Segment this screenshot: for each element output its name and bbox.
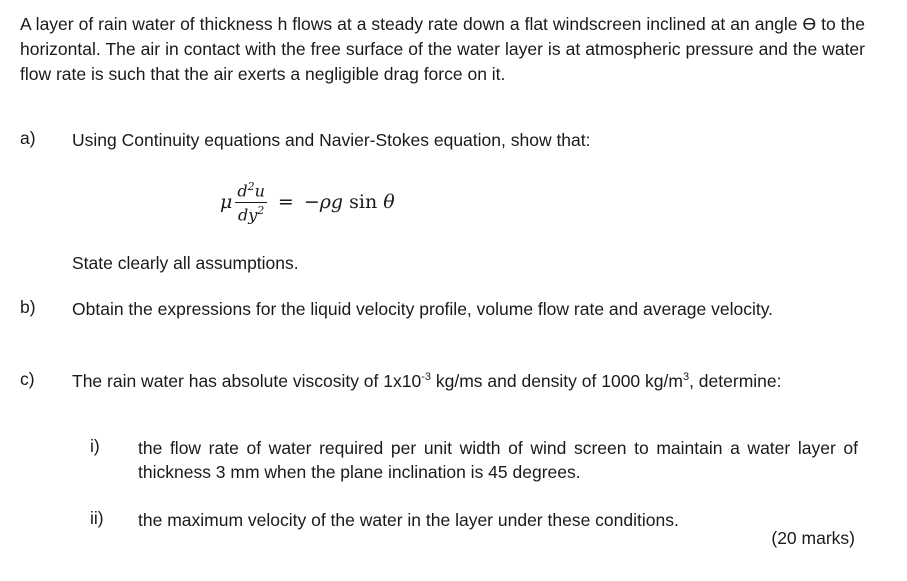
second-derivative-fraction (234, 180, 268, 224)
part-a-label: a) (20, 128, 36, 148)
part-a-text: Using Continuity equations and Navier-Stokes equation, show that: (72, 130, 591, 150)
fraction-numerator: $d^2u$ (237, 180, 265, 201)
part-c-i-text: the flow rate of water required per unit width of wind screen to maintain a water layer of thickness 3 mm when the plane inclination is 45 degrees. (138, 438, 858, 482)
part-a-note: State clearly all assumptions. (72, 253, 299, 273)
equals-sign: = (277, 191, 294, 213)
part-c-i-label: i) (90, 436, 100, 456)
viscosity-symbol: μ (220, 191, 233, 213)
part-b-text: Obtain the expressions for the liquid velocity profile, volume flow rate and average velocity. (72, 299, 774, 319)
part-c-ii-label: ii) (90, 508, 104, 528)
problem-statement: A layer of rain water of thickness h flows at a steady rate down a flat windscreen inclined at an angle ϴ to the horizontal. The air in contact with the free surface of the water layer is at atmospheric pressure and the water flow rate is such that the air exerts a negligible drag force on it. (20, 14, 865, 84)
part-b-label: b) (20, 297, 36, 317)
part-c-text: The rain water has absolute viscosity of $1x10^{-3}$ kg/ms and density of 1000 $kg/m^3$, determine: (72, 371, 782, 391)
navier-stokes-equation (220, 174, 395, 230)
part-c-label: c) (20, 369, 35, 389)
part-c-ii-text: the maximum velocity of the water in the layer under these conditions. (138, 510, 679, 530)
marks-allocation: (20 marks) (771, 528, 855, 548)
equation-rhs: −ρg sin θ (303, 191, 395, 213)
fraction-denominator: $dy^2$ (235, 202, 267, 224)
